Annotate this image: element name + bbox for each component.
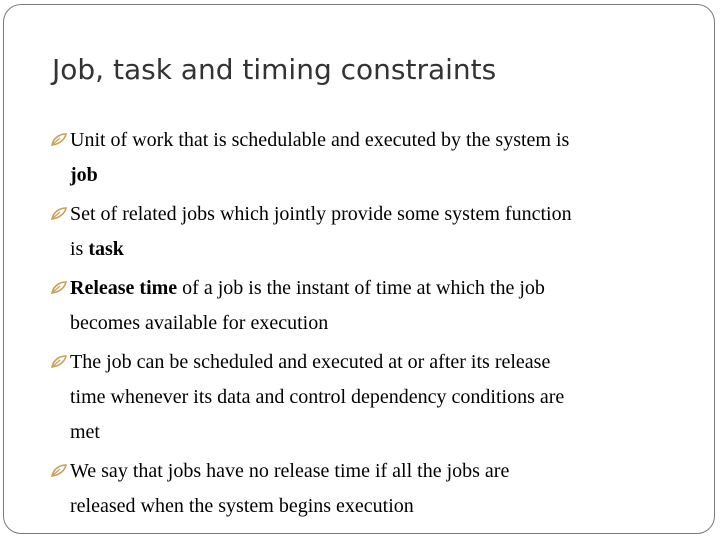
bullet-item [50, 197, 682, 267]
bullet-text: becomes available for execution [70, 312, 329, 334]
bullet-text-bold: job [70, 164, 98, 186]
slide-frame [3, 4, 715, 534]
bullet-text: We say that jobs have no release time if all the jobs are [70, 460, 510, 482]
leaf-bullet-icon [50, 206, 68, 222]
leaf-bullet-icon [50, 280, 68, 296]
bullet-item [50, 123, 682, 193]
bullet-text: The job can be scheduled and executed at or after its release [70, 351, 551, 373]
leaf-bullet-icon [50, 354, 68, 370]
bullet-text: Unit of work that is schedulable and executed by the system is [70, 129, 570, 151]
slide-title: Job, task and timing constraints [52, 53, 497, 86]
bullet-text: is [70, 238, 89, 260]
bullet-text-bold: Release time [70, 277, 178, 299]
bullet-list [50, 123, 682, 528]
bullet-item [50, 345, 682, 450]
bullet-text: of a job is the instant of time at which the job [177, 277, 545, 299]
bullet-item [50, 454, 682, 524]
leaf-bullet-icon [50, 132, 68, 148]
bullet-text: Set of related jobs which jointly provide some system function [70, 203, 572, 225]
bullet-text: released when the system begins execution [70, 495, 414, 517]
bullet-item [50, 271, 682, 341]
leaf-bullet-icon [50, 463, 68, 479]
bullet-text: time whenever its data and control dependency conditions are [70, 386, 565, 408]
bullet-text-bold: task [88, 238, 124, 260]
bullet-text: met [70, 421, 100, 443]
